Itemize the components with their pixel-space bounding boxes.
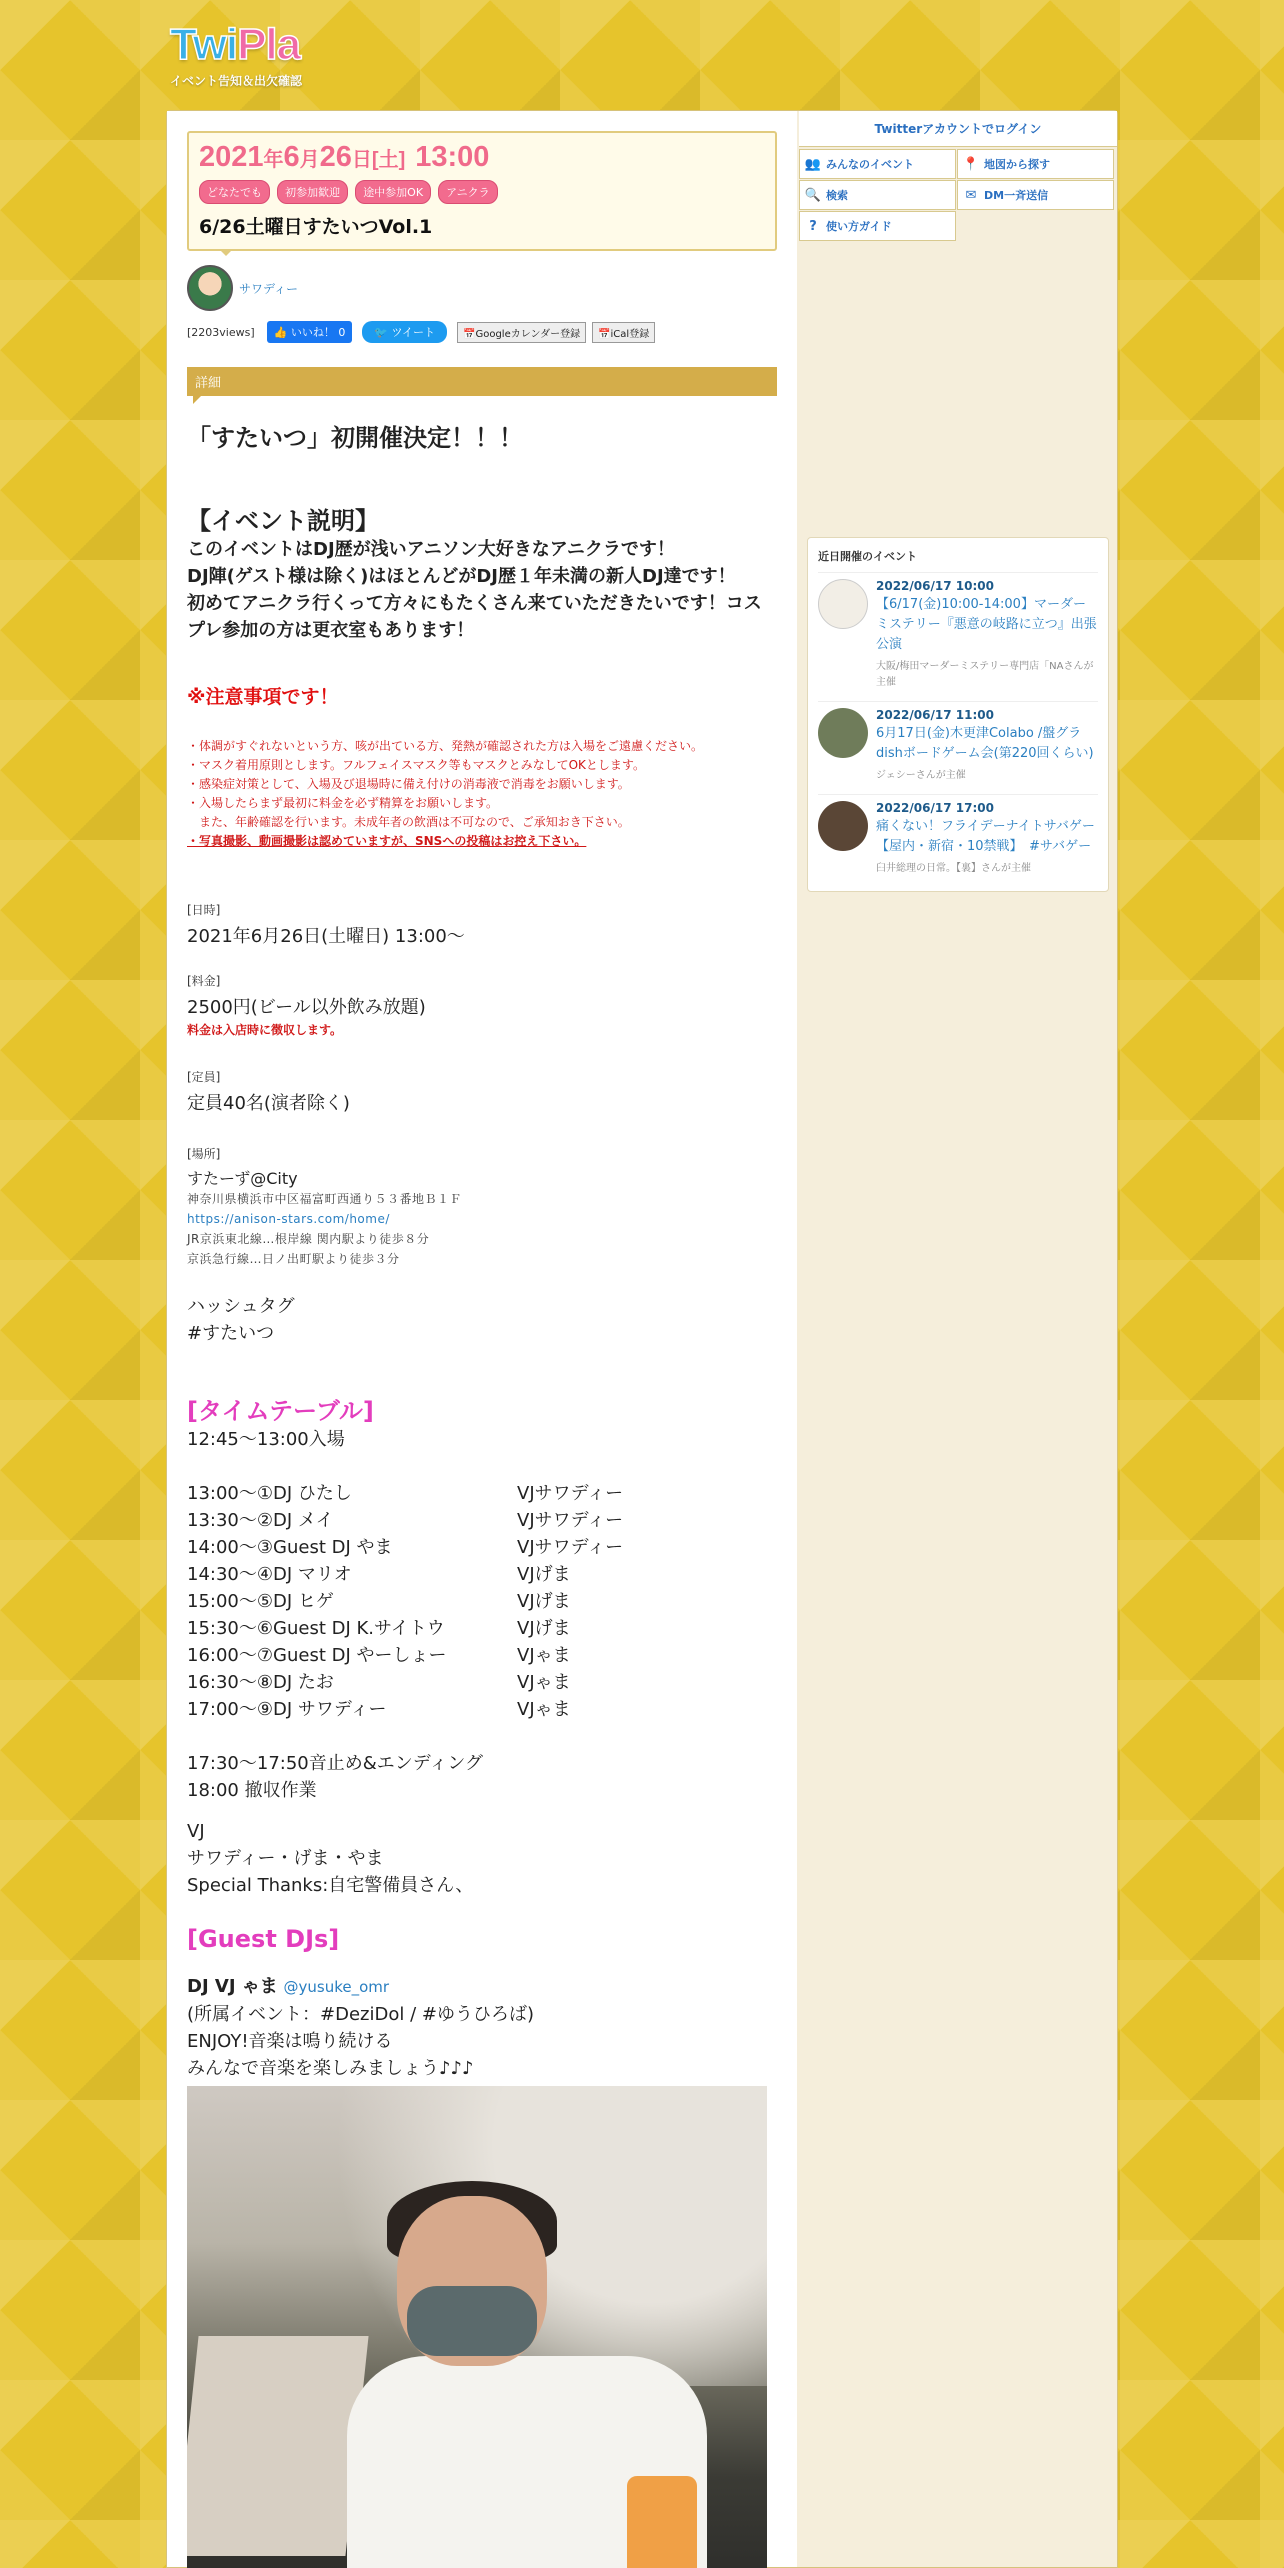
calendar-icon: 📅 <box>463 328 476 340</box>
timetable-row <box>187 1642 777 1669</box>
notice-item: ・マスク着用原則とします。フルフェイスマスク等もマスクとみなしてOKとします。 <box>187 758 645 772</box>
capacity-value: 定員40名(演者除く) <box>187 1093 350 1114</box>
event-thumbnail[interactable] <box>818 801 868 851</box>
timetable-vj: VJげま <box>517 1564 571 1585</box>
timetable-row <box>187 1588 777 1615</box>
vj-names: サワディー・げま・やま <box>187 1848 384 1869</box>
ical-label: iCal登録 <box>610 328 650 340</box>
timetable-teardown: 18:00 撤収作業 <box>187 1780 317 1801</box>
event-owner <box>187 265 777 311</box>
hashtag-label: ハッシュタグ <box>187 1296 295 1317</box>
fee-value: 2500円(ビール以外飲み放題) <box>187 997 426 1018</box>
date-year: 2021 <box>199 141 264 173</box>
timetable-row <box>187 1507 777 1534</box>
hashtag: #すたいつ <box>187 1323 275 1344</box>
event-thumbnail[interactable] <box>818 579 868 629</box>
like-label: いいね！ 0 <box>290 326 346 339</box>
notice-list <box>187 737 777 851</box>
recent-events <box>807 537 1109 892</box>
event-date <box>199 141 765 174</box>
fee-note: 料金は入店時に徴収します。 <box>187 1023 343 1037</box>
site-logo[interactable] <box>170 20 302 89</box>
vj-label: VJ <box>187 1821 205 1842</box>
recent-event-title[interactable]: 6月17日(金)木更津Colabo /盤グラdishボードゲーム会(第220回くらい) <box>876 726 1094 761</box>
question-icon: ? <box>809 218 817 234</box>
recent-event-date: 2022/06/17 10:00 <box>876 579 994 593</box>
date-month-suffix: 月 <box>299 149 320 171</box>
recent-event-item[interactable] <box>818 572 1098 701</box>
timetable-vj: VJゃま <box>517 1672 571 1693</box>
timetable-vj: VJゃま <box>517 1645 571 1666</box>
recent-event-item[interactable] <box>818 794 1098 887</box>
timetable-dj: 13:30〜②DJ メイ <box>187 1510 334 1531</box>
capacity-label: [定員] <box>187 1070 221 1084</box>
facebook-like-button[interactable] <box>267 321 353 343</box>
sidebar-menu <box>799 149 1117 242</box>
date-weekday: [土] <box>371 149 406 171</box>
mail-icon: ✉ <box>965 187 977 203</box>
notice-item: ・感染症対策として、入場及び退場時に備え付けの消毒液で消毒をお願いします。 <box>187 777 630 791</box>
menu-label: 使い方ガイド <box>826 220 892 233</box>
desc-line: このイベントはDJ歴が浅いアニソン大好きなアニクラです！ <box>187 539 675 560</box>
page-frame <box>166 110 1118 2568</box>
notice-item: ・入場したらまず最初に料金を必ず精算をお願いします。 <box>187 796 499 810</box>
place-address: 神奈川県横浜市中区福富町西通り５３番地Ｂ１Ｆ <box>187 1192 463 1206</box>
guest-dj-photo <box>187 2086 767 2568</box>
guest-djs-heading: [Guest DJs] <box>187 1925 340 1953</box>
date-day-suffix: 日 <box>351 149 372 171</box>
menu-label: みんなのイベント <box>826 158 914 171</box>
social-bar <box>187 321 777 343</box>
description-heading: 【イベント説明】 <box>187 507 379 535</box>
timetable-dj: 14:30〜④DJ マリオ <box>187 1564 352 1585</box>
owner-avatar[interactable] <box>187 265 233 311</box>
guest-intro <box>187 1973 777 2082</box>
timetable-dj: 15:30〜⑥Guest DJ K.サイトウ <box>187 1618 445 1639</box>
guest-twitter-link[interactable]: @yusuke_omr <box>283 1978 390 1996</box>
tweet-button[interactable] <box>362 321 447 343</box>
event-thumbnail[interactable] <box>818 708 868 758</box>
recent-event-title[interactable]: 【6/17(金)10:00-14:00】マーダーミステリー『悪意の岐路に立つ』出張公演 <box>876 597 1097 652</box>
gcal-label: Googleカレンダー登録 <box>475 328 581 340</box>
guest-line: ENJOY!音楽は鳴り続ける <box>187 2031 393 2052</box>
badge-anikura[interactable]: アニクラ <box>438 180 497 204</box>
timetable-vj: VJげま <box>517 1618 571 1639</box>
description <box>187 536 777 644</box>
event-badges <box>199 180 765 204</box>
desc-line: DJ陣(ゲスト様は除く)はほとんどがDJ歴１年未満の新人DJ達です！ <box>187 566 736 587</box>
logo-tagline: イベント告知＆出欠確認 <box>170 74 303 88</box>
timetable-dj: 14:00〜③Guest DJ やま <box>187 1537 393 1558</box>
recent-event-date: 2022/06/17 11:00 <box>876 708 994 722</box>
special-thanks: Special Thanks:自宅警備員さん、 <box>187 1875 474 1896</box>
event-time: 13:00 <box>415 141 490 173</box>
thumbs-up-icon: 👍 <box>273 326 288 339</box>
guest-name: DJ VJ ゃま <box>187 1976 278 1997</box>
badge-join-midway[interactable]: 途中参加OK <box>355 180 431 204</box>
timetable-row <box>187 1480 777 1507</box>
timetable-row <box>187 1615 777 1642</box>
desc-line: 初めてアニクラ行くって方々にもたくさん来ていただきたいです！コス <box>187 593 762 614</box>
timetable-vj: VJげま <box>517 1591 571 1612</box>
menu-map-search[interactable] <box>957 149 1114 179</box>
detail-section-header: 詳細 <box>187 367 777 396</box>
menu-label: 地図から探す <box>984 158 1050 171</box>
main-content <box>167 111 797 2567</box>
notice-item: ・写真撮影、動画撮影は認めていますが、SNSへの投稿はお控え下さい。 <box>187 834 587 848</box>
event-header <box>187 131 777 251</box>
event-title: 6/26土曜日すたいつVol.1 <box>199 216 433 238</box>
notice-heading: ※注意事項です！ <box>187 686 339 708</box>
twitter-login-button[interactable]: Twitterアカウントでログイン <box>799 111 1117 147</box>
timetable-vj: VJサワディー <box>517 1537 624 1558</box>
event-detail-body <box>187 396 777 2568</box>
recent-event-title[interactable]: 痛くない！フライデーナイトサバゲー【屋内・新宿・10禁戦】 #サバゲー <box>876 819 1095 854</box>
guest-affiliation: (所属イベント：#DeziDol / #ゆうひろば) <box>187 2004 534 2025</box>
guest-line: みんなで音楽を楽しみましょう♪♪♪ <box>187 2058 474 2079</box>
access-jr: JR京浜東北線…根岸線 関内駅より徒歩８分 <box>187 1232 430 1246</box>
headline: 「すたいつ」初開催決定！！！ <box>187 424 523 452</box>
recent-event-owner: ジェシーさんが主催 <box>876 770 966 781</box>
timetable-heading: [タイムテーブル] <box>187 1397 374 1425</box>
place-name: すたーず@City <box>187 1169 298 1188</box>
place-label: [場所] <box>187 1147 221 1161</box>
badge-first-timers[interactable]: 初参加歓迎 <box>277 180 348 204</box>
recent-event-owner: 臼井総理の日常。【裏】さんが主催 <box>876 863 1031 874</box>
calendar-icon: 📅 <box>598 328 611 340</box>
recent-event-item[interactable] <box>818 701 1098 794</box>
access-keikyu: 京浜急行線…日ノ出町駅より徒歩３分 <box>187 1252 400 1266</box>
timetable-dj: 16:30〜⑧DJ たお <box>187 1672 334 1693</box>
owner-name-link[interactable]: サワディー <box>239 281 299 296</box>
menu-bulk-dm[interactable] <box>957 180 1114 210</box>
menu-label: DM一斉送信 <box>984 189 1049 202</box>
sidebar <box>799 111 1117 2567</box>
timetable-dj: 17:00〜⑨DJ サワディー <box>187 1699 387 1720</box>
ical-button[interactable] <box>592 322 655 343</box>
menu-all-events[interactable] <box>799 149 956 179</box>
datetime-value: 2021年6月26日(土曜日) 13:00〜 <box>187 926 465 947</box>
badge-anyone[interactable]: どなたでも <box>199 180 270 204</box>
datetime-label: [日時] <box>187 903 221 917</box>
timetable-row <box>187 1696 777 1723</box>
timetable-vj: VJサワディー <box>517 1483 624 1504</box>
bird-icon: 🐦 <box>374 326 389 339</box>
fee-label: [料金] <box>187 974 221 988</box>
timetable-dj: 15:00〜⑤DJ ヒゲ <box>187 1591 334 1612</box>
pin-icon: 📍 <box>962 156 980 172</box>
logo-pla: Pla <box>237 20 301 69</box>
menu-label: 検索 <box>826 189 848 202</box>
people-icon: 👥 <box>804 156 822 172</box>
timetable-dj: 16:00〜⑦Guest DJ やーしょー <box>187 1645 447 1666</box>
timetable-open: 12:45〜13:00入場 <box>187 1429 345 1450</box>
desc-line: プレ参加の方は更衣室もあります！ <box>187 620 475 641</box>
recent-events-heading: 近日開催のイベント <box>818 550 917 563</box>
google-calendar-button[interactable] <box>457 322 586 343</box>
date-day: 26 <box>319 141 352 173</box>
timetable-vj: VJサワディー <box>517 1510 624 1531</box>
timetable-row <box>187 1561 777 1588</box>
logo-twi: Twi <box>170 20 238 69</box>
menu-search[interactable] <box>799 180 956 210</box>
notice-item: また、年齢確認を行います。未成年者の飲酒は不可なので、ご承知おき下さい。 <box>187 815 630 829</box>
recent-event-owner: 大阪/梅田マーダーミステリー専門店「NAさんが主催 <box>876 661 1094 688</box>
recent-event-date: 2022/06/17 17:00 <box>876 801 994 815</box>
timetable-row <box>187 1669 777 1696</box>
tweet-label: ツイート <box>391 326 435 339</box>
timetable-ending: 17:30〜17:50音止め&エンディング <box>187 1753 483 1774</box>
view-count: [2203views] <box>187 325 255 339</box>
timetable-dj: 13:00〜①DJ ひたし <box>187 1483 352 1504</box>
menu-guide[interactable] <box>799 211 956 241</box>
timetable <box>187 1426 777 1899</box>
notice-item: ・体調がすぐれないという方、咳が出ている方、発熱が確認された方は入場をご遠慮ください。 <box>187 739 704 753</box>
date-year-suffix: 年 <box>263 149 284 171</box>
timetable-row <box>187 1534 777 1561</box>
date-month: 6 <box>283 141 300 173</box>
place-url-link[interactable]: https://anison-stars.com/home/ <box>187 1212 390 1226</box>
search-icon: 🔍 <box>804 187 822 203</box>
timetable-vj: VJゃま <box>517 1699 571 1720</box>
